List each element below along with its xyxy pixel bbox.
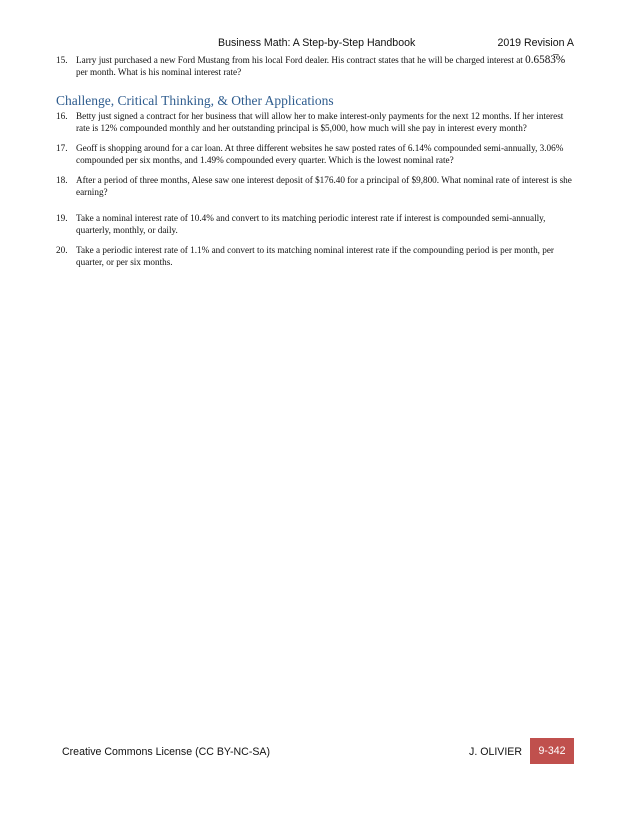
exercise-number: 15.: [56, 55, 68, 65]
page-number-badge: 9-342: [530, 738, 574, 764]
section-heading: Challenge, Critical Thinking, & Other Applications: [56, 93, 334, 108]
exercise-text: Betty just signed a contract for her business that will allow her to make interest-only payments for the next 12 months. If her interest rate is 12% compounded monthly and her outstanding principal is $5,000, how much will she pay in interest every month?: [76, 111, 564, 133]
exercise-number: 20.: [56, 245, 68, 255]
exercise-text-end: per month. What is his nominal interest rate?: [76, 67, 242, 77]
license-text: Creative Commons License (CC BY-NC-SA): [62, 746, 271, 758]
exercise-text: After a period of three months, Alese saw one interest deposit of $176.40 for a principal of $9,800. What nominal rate of interest is she earning?: [76, 175, 572, 197]
author-name: J. OLIVIER: [469, 746, 522, 758]
exercise-text: Geoff is shopping around for a car loan. At three different websites he saw posted rates of 6.14% compounded semi-annually, 3.06% compounded per six months, and 1.49% compounded every quarter. Which is the lowest nominal rate?: [76, 143, 564, 165]
exercise-item-19: [56, 212, 574, 236]
exercise-number: 19.: [56, 213, 68, 223]
exercise-item-20: [56, 244, 574, 268]
exercise-number: 16.: [56, 111, 68, 121]
exercise-text: Take a periodic interest rate of 1.1% and convert to its matching nominal interest rate if the compounding period is per month, per quarter, or per six months.: [76, 245, 554, 267]
exercise-item-18: [56, 174, 574, 198]
exercise-number: 17.: [56, 143, 68, 153]
page-header: [56, 37, 574, 53]
page-footer: [62, 738, 574, 764]
exercise-number: 18.: [56, 175, 68, 185]
revision-label: 2019 Revision A: [497, 37, 574, 49]
exercise-text: Larry just purchased a new Ford Mustang from his local Ford dealer. His contract states that he will be charged interest at: [76, 55, 526, 65]
exercise-item-16: [56, 110, 574, 134]
book-title: Business Math: A Step-by-Step Handbook: [218, 37, 416, 49]
exercise-list: [56, 54, 574, 276]
exercise-item-15: [56, 54, 574, 78]
exercise-rate: 0.6583̅%: [525, 54, 566, 66]
exercise-item-17: [56, 142, 574, 166]
exercise-text: Take a nominal interest rate of 10.4% and convert to its matching periodic interest rate if interest is compounded semi-annually, quarterly, monthly, or daily.: [76, 213, 546, 235]
